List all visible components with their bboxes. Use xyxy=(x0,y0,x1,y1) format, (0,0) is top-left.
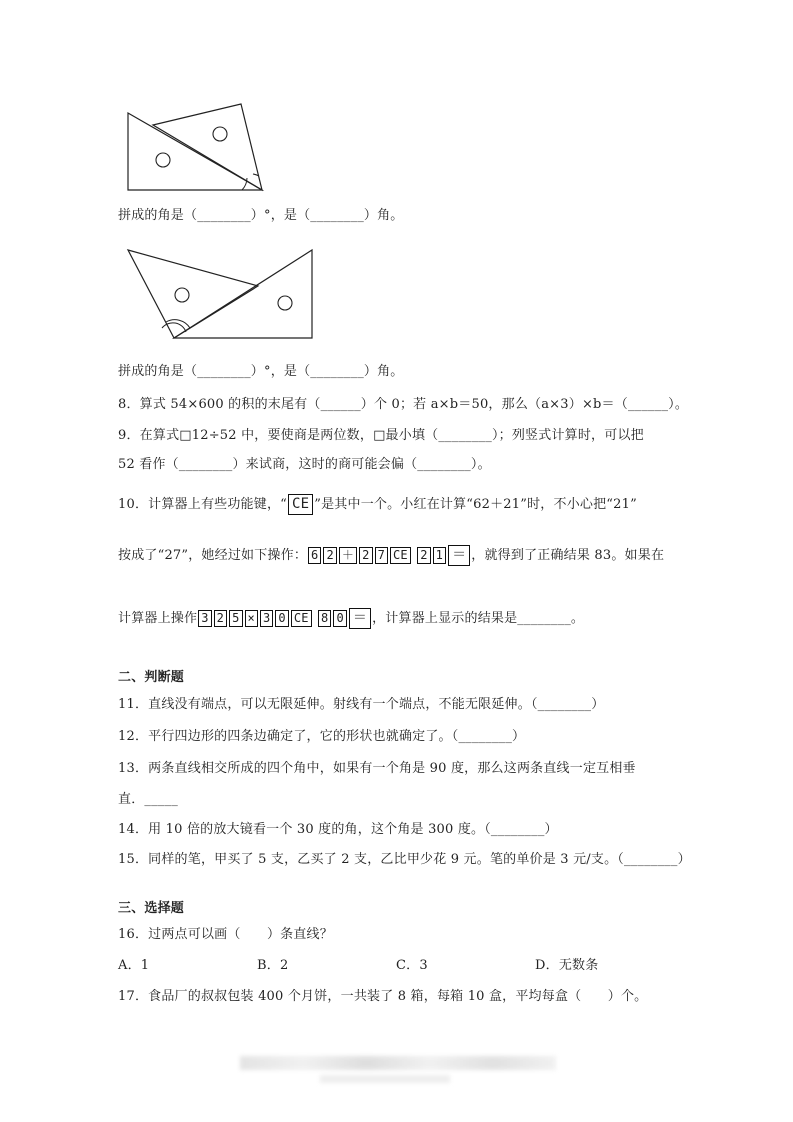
calc-key: 7 xyxy=(375,547,388,564)
calc-key: CE xyxy=(291,610,312,627)
question-10-line1 xyxy=(118,494,637,515)
calc-key: 2 xyxy=(359,547,372,564)
question-8: 8．算式 54×600 的积的末尾有（______）个 0；若 a×b＝50，那么（a×3）×b＝（______）。 xyxy=(118,397,689,412)
question-9-line2: 52 看作（________）来试商，这时的商可能会偏（________）。 xyxy=(118,457,491,472)
question-14: 14．用 10 倍的放大镜看一个 30 度的角，这个角是 300 度。（________） xyxy=(118,822,558,837)
question-12: 12．平行四边形的四条边确定了，它的形状也就确定了。（________） xyxy=(118,729,526,744)
option-d: D．无数条 xyxy=(535,958,599,973)
question-15: 15．同样的笔，甲买了 5 支，乙买了 2 支，乙比甲少花 9 元。笔的单价是 3 元/支。（________） xyxy=(118,852,691,867)
calc-key: ＋ xyxy=(339,547,357,564)
section-3-title: 三、选择题 xyxy=(118,901,185,916)
question-13-line1: 13．两条直线相交所成的四个角中，如果有一个角是 90 度，那么这两条直线一定互相垂 xyxy=(118,761,636,776)
section-2-title: 二、判断题 xyxy=(118,670,185,685)
equals-key: ＝ xyxy=(448,545,470,566)
blurred-footer xyxy=(240,1056,556,1070)
option-c: C．3 xyxy=(396,958,428,973)
calc-key: 6 xyxy=(308,547,321,564)
key-sequence-b xyxy=(416,548,447,563)
key-sequence-d xyxy=(317,611,348,626)
question-16: 16．过两点可以画（ ）条直线？ xyxy=(118,927,333,942)
calc-key: CE xyxy=(390,547,411,564)
question-9-line1: 9．在算式□12÷52 中，要使商是两位数，□最小填（________）；列竖式计算时，可以把 xyxy=(118,428,644,443)
triangle-figure-2 xyxy=(124,246,319,342)
triangle-figure-1 xyxy=(122,98,267,194)
q10-line3-pre: 计算器上操作 xyxy=(118,611,198,626)
key-sequence-c xyxy=(197,611,312,626)
equals-key: ＝ xyxy=(349,608,371,629)
option-a: A．1 xyxy=(118,958,150,973)
key-sequence-a xyxy=(307,548,412,563)
calc-key: 0 xyxy=(275,610,288,627)
q7-fig1-caption: 拼成的角是（________）°，是（________）角。 xyxy=(118,208,404,223)
calc-key: 8 xyxy=(318,610,331,627)
calc-key: 1 xyxy=(433,547,446,564)
calc-key: 2 xyxy=(323,547,336,564)
blurred-footer-sub xyxy=(320,1075,450,1083)
calc-key: 0 xyxy=(333,610,346,627)
q10-line2-pre: 按成了“27”，她经过如下操作： xyxy=(118,548,308,563)
q10-line3-post: ，计算器上显示的结果是________。 xyxy=(372,611,585,626)
calc-key: 3 xyxy=(198,610,211,627)
option-b: B．2 xyxy=(257,958,289,973)
calc-key: 2 xyxy=(214,610,227,627)
calc-key: 2 xyxy=(417,547,430,564)
q7-fig2-caption: 拼成的角是（________）°，是（________）角。 xyxy=(118,364,404,379)
calc-key: 3 xyxy=(260,610,273,627)
question-10-line2 xyxy=(118,545,664,566)
q10-line2-post: ，就得到了正确结果 83。如果在 xyxy=(471,548,665,563)
ce-key: CE xyxy=(288,494,313,515)
question-17: 17．食品厂的叔叔包装 400 个月饼，一共装了 8 箱，每箱 10 盒，平均每盒（ ）个。 xyxy=(118,989,648,1004)
question-10-line3 xyxy=(118,608,584,629)
question-11: 11．直线没有端点，可以无限延伸。射线有一个端点，不能无限延伸。（________） xyxy=(118,697,605,712)
calc-key: 5 xyxy=(229,610,242,627)
calc-key: × xyxy=(245,610,258,627)
q10-line1-post: ”是其中一个。小红在计算“62＋21”时，不小心把“21” xyxy=(314,497,637,512)
question-13-line2: 直．_____ xyxy=(118,792,178,807)
q10-line1-pre: 10．计算器上有些功能键，“ xyxy=(118,497,287,512)
